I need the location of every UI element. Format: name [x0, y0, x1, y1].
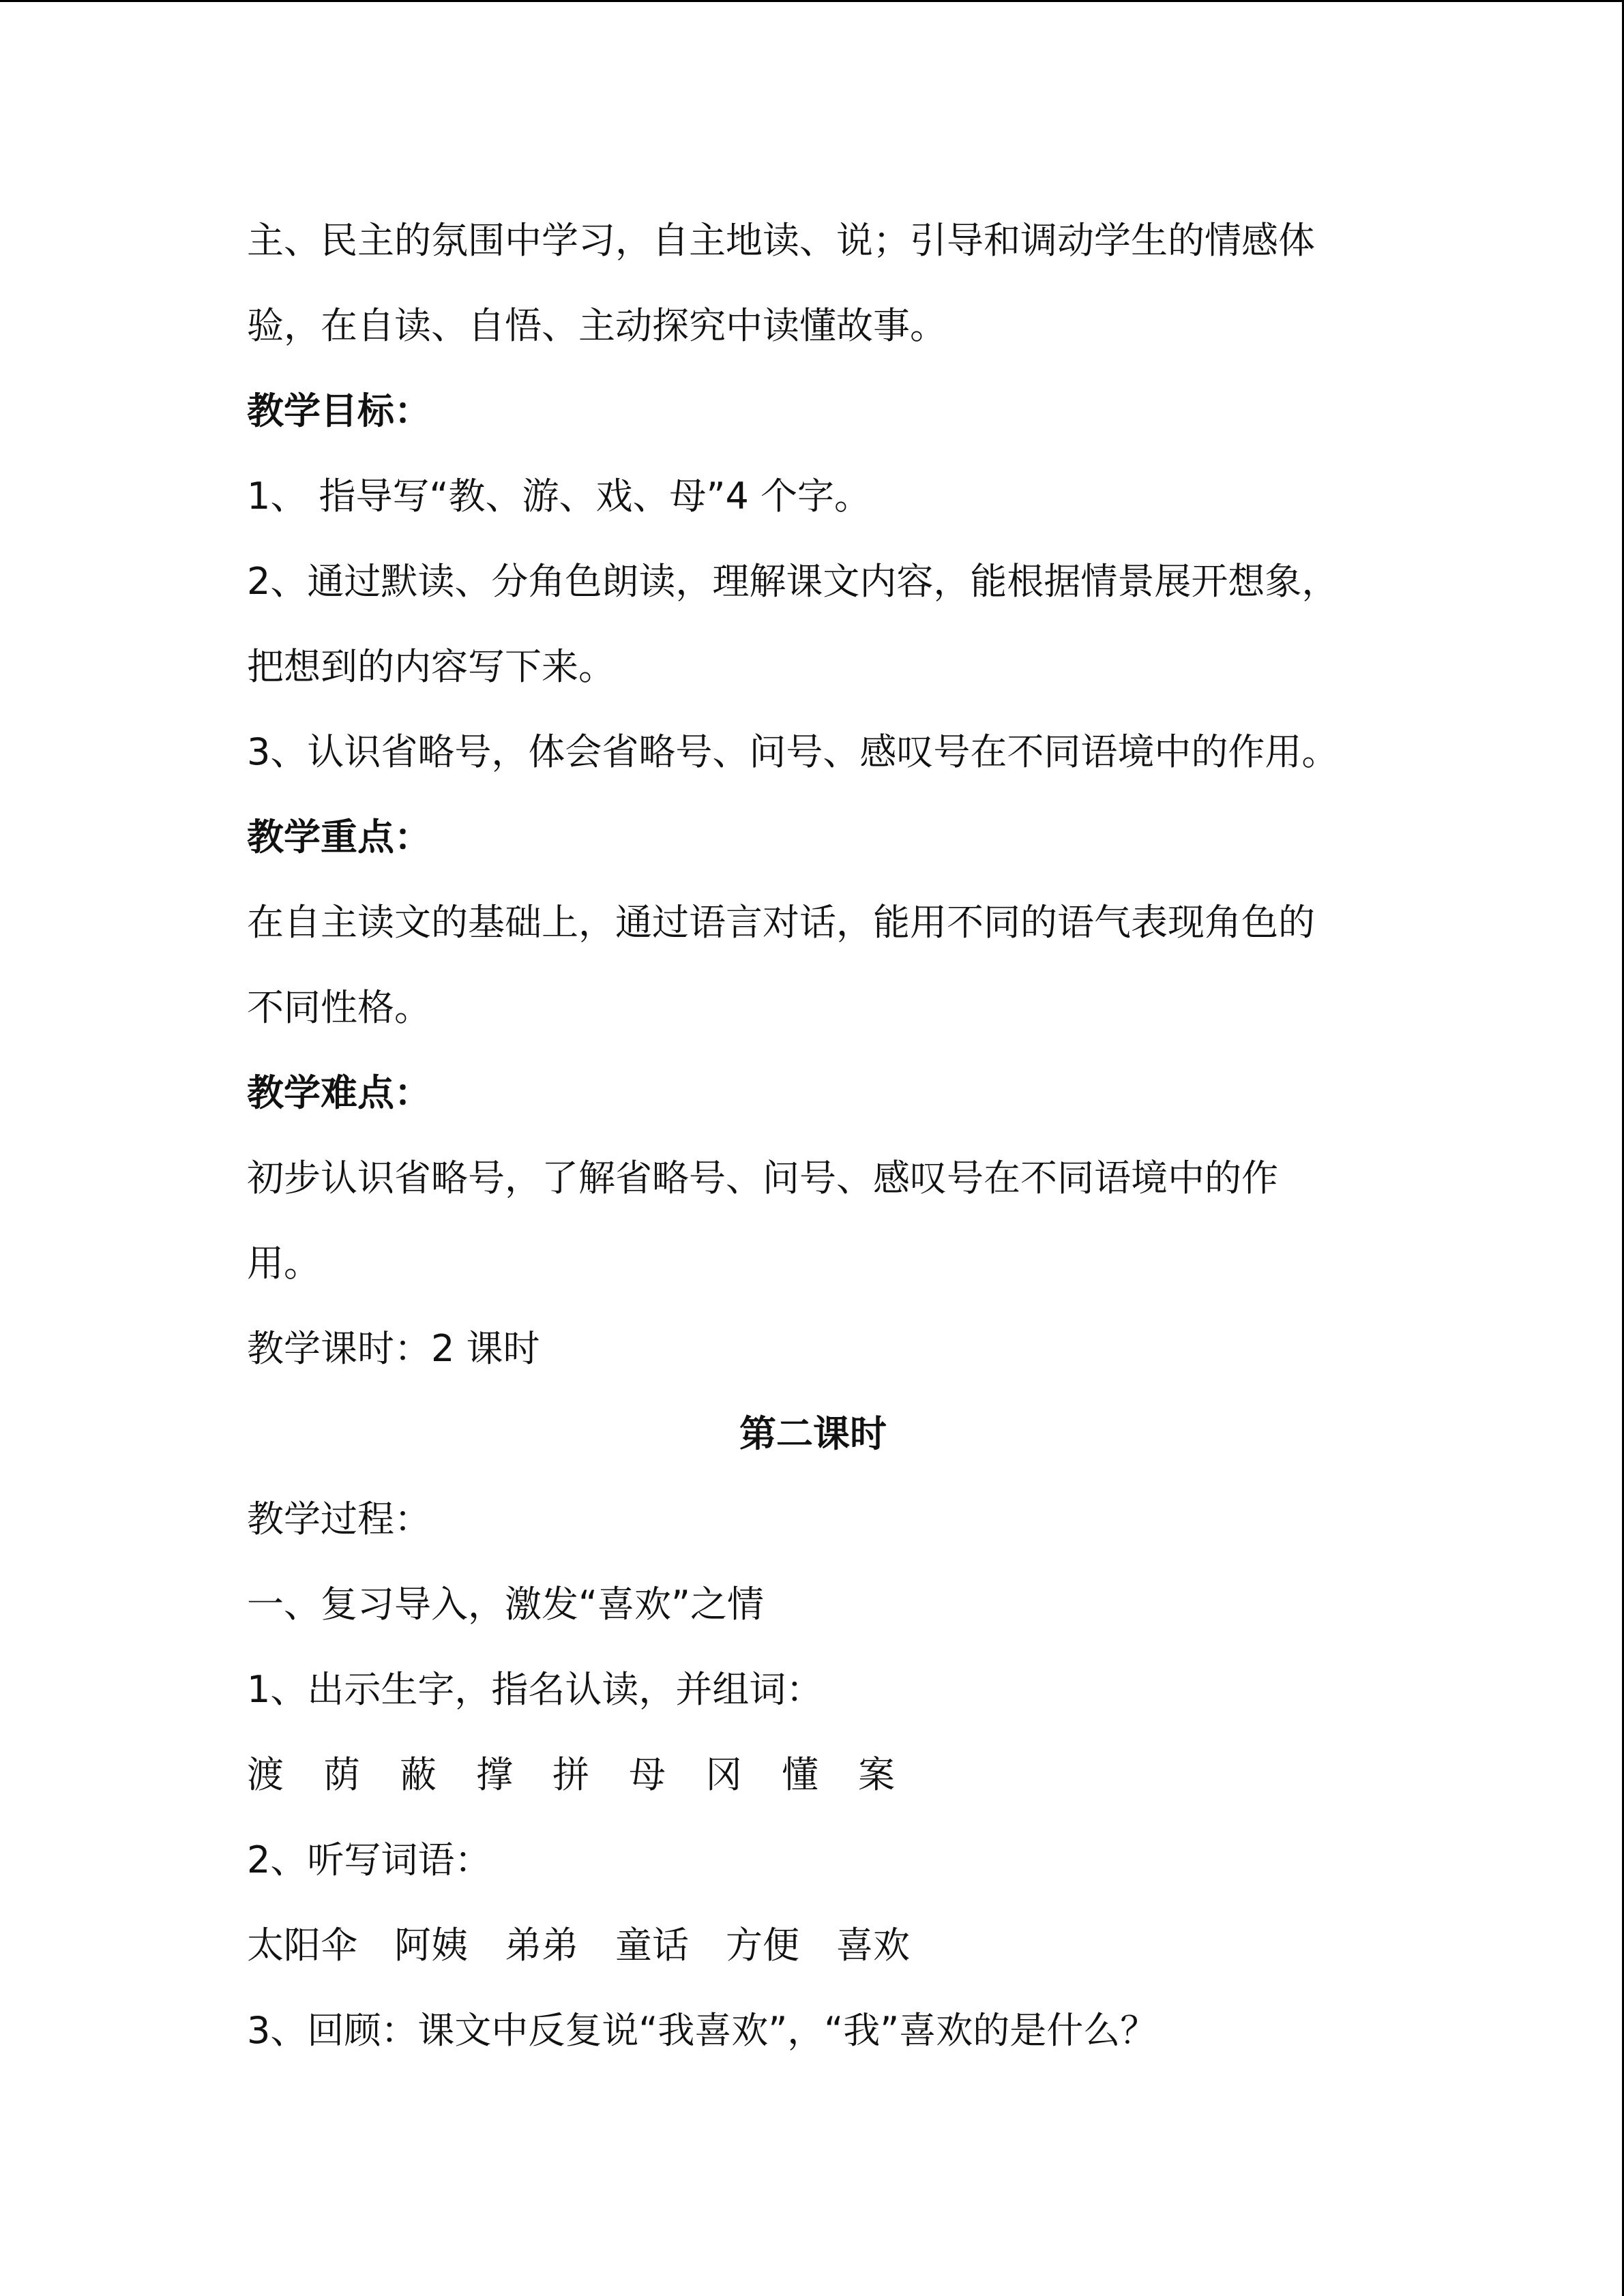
section-1-heading: 一、复习导入，激发“喜欢”之情	[247, 1583, 764, 1626]
key-points-line-1: 在自主读文的基础上，通过语言对话，能用不同的语气表现角色的	[247, 901, 1315, 944]
process-heading: 教学过程：	[247, 1497, 431, 1540]
objective-1: 1、 指导写“教、游、戏、母”4 个字。	[247, 475, 871, 518]
objectives-heading: 教学目标：	[247, 389, 431, 432]
word-item: 童话	[615, 1924, 689, 1967]
character-item: 冈	[705, 1753, 742, 1796]
character-item: 撑	[476, 1753, 513, 1796]
character-item: 蔽	[400, 1753, 437, 1796]
word-list	[247, 1903, 1365, 1988]
step-3: 3、回顾：课文中反复说“我喜欢”，“我”喜欢的是什么？	[247, 2009, 1157, 2052]
objective-2-line-1: 2、通过默读、分角色朗读，理解课文内容，能根据情景展开想象，	[247, 560, 1339, 603]
character-item: 母	[629, 1753, 666, 1796]
word-item: 太阳伞	[247, 1924, 357, 1967]
word-item: 阿姨	[394, 1924, 468, 1967]
objective-2-line-2: 把想到的内容写下来。	[247, 645, 615, 688]
objective-3: 3、认识省略号，体会省略号、问号、感叹号在不同语境中的作用。	[247, 730, 1339, 773]
intro-line-1: 主、民主的氛围中学习，自主地读、说；引导和调动学生的情感体	[247, 219, 1315, 262]
character-list	[247, 1732, 1365, 1817]
difficulties-line-2: 用。	[247, 1242, 321, 1285]
word-item: 方便	[726, 1924, 799, 1967]
character-item: 荫	[323, 1753, 360, 1796]
document-body	[247, 198, 1365, 2073]
key-points-line-2: 不同性格。	[247, 986, 431, 1029]
difficulties-line-1: 初步认识省略号，了解省略号、问号、感叹号在不同语境中的作	[247, 1157, 1278, 1199]
word-item: 弟弟	[505, 1924, 578, 1967]
class-hours: 教学课时：2 课时	[247, 1327, 540, 1370]
lesson-title: 第二课时	[739, 1412, 887, 1455]
intro-line-2: 验，在自读、自悟、主动探究中读懂故事。	[247, 304, 947, 347]
step-2: 2、听写词语：	[247, 1838, 492, 1881]
character-item: 拼	[552, 1753, 589, 1796]
difficulties-heading: 教学难点：	[247, 1071, 431, 1114]
character-item: 渡	[247, 1753, 284, 1796]
word-item: 喜欢	[836, 1924, 910, 1967]
character-item: 案	[858, 1753, 895, 1796]
key-points-heading: 教学重点：	[247, 816, 431, 859]
step-1: 1、出示生字，指名认读，并组词：	[247, 1668, 823, 1711]
character-item: 懂	[782, 1753, 818, 1796]
